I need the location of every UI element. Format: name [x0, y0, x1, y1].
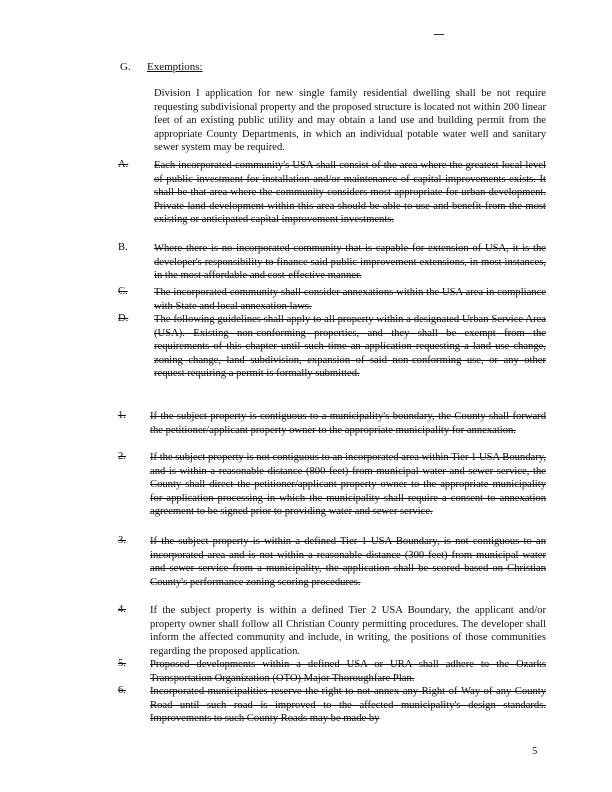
paragraph-d: The following guidelines shall apply to all property within a designated Urban Service Area (USA). Existing non-conforming properties, and they shall be exempt from the requirements of this chapter until such time an application requesting a land use change, zoning change, land subdivision, expansion of said non-conforming use, or any other request requiring a permit is formally submitted. — [154, 314, 546, 380]
paragraph-3: If the subject property is within a defined Tier 1 USA Boundary, is not contiguous to an incorporated area and is not within a reasonable distance (300 feet) from municipal water and sewer service from a municipality, the application shall be scored based on Christian County's performance zoning scoring procedures. — [150, 536, 546, 588]
paragraph-b: Where there is no incorporated community that is capable for extension of USA, it is the developer's responsibility to finance said public improvement extensions, in most instances, in the most affordable and cost-effective manner. — [154, 243, 546, 282]
paragraph-2: If the subject property is not contiguous to an incorporated area within Tier 1 USA Boundary, and is within a reasonable distance (800 feet) from municipal water and sewer service, the County shall direct the petitioner/applicant property owner to the appropriate municipality for application processing in which the municipality shall require a consent to annexation agreement to be signed prior to providing water and sewer service. — [150, 452, 546, 518]
marker-4: 4. — [118, 604, 126, 615]
header-rule — [434, 34, 444, 35]
paragraph-1: If the subject property is contiguous to a municipality's boundary, the County shall forward the petitioner/applicant property owner to the appropriate municipality for annexation. — [150, 411, 546, 436]
paragraph-5: Proposed developments within a defined USA or URA shall adhere to the Ozarks Transportation Organization (OTO) Major Thoroughfare Plan. — [150, 659, 546, 684]
paragraph-a: Each incorporated community's USA shall consist of the area where the greatest local level of public investment for installation and/or maintenance of capital improvements exists. It shall be that area where the community considers most appropriate for urban development. Private land development within this area should be able to use and benefit from the most existing or anticipated capital improvement investments. — [154, 160, 546, 226]
paragraph-exemption: Division I application for new single family residential dwelling shall be not require requesting subdivisional property and the proposed structure is located not within 200 linear feet of an existing public utility and may obtain a land use and building permit from the appropriate County Departments, in which an individual potable water well and sanitary sewer system may be required. — [154, 88, 546, 154]
section-label: G. — [120, 61, 131, 73]
paragraph-c: The incorporated community shall consider annexations within the USA area in compliance with State and local annexation laws. — [154, 287, 546, 312]
marker-d: D. — [118, 313, 129, 324]
marker-c: C. — [118, 286, 128, 297]
marker-6: 6. — [118, 685, 126, 696]
marker-b: B. — [118, 242, 128, 253]
paragraph-4: If the subject property is within a defined Tier 2 USA Boundary, the applicant and/or property owner shall follow all Christian County permitting procedures. The developer shall inform the affected community and include, in writing, the positions of those communities regarding the proposed application. — [150, 605, 546, 657]
marker-5: 5. — [118, 658, 126, 669]
section-title: Exemptions: — [147, 61, 203, 73]
marker-a: A. — [118, 159, 129, 170]
marker-2: 2. — [118, 451, 126, 462]
paragraph-6: Incorporated municipalities reserve the right to not annex any Right-of-Way of any County Road until such road is improved to the affected municipality's design standards. Improvements to such County Roads may be made by — [150, 686, 546, 725]
page-number: 5 — [532, 746, 538, 757]
marker-1: 1. — [118, 410, 126, 421]
marker-3: 3. — [118, 535, 126, 546]
